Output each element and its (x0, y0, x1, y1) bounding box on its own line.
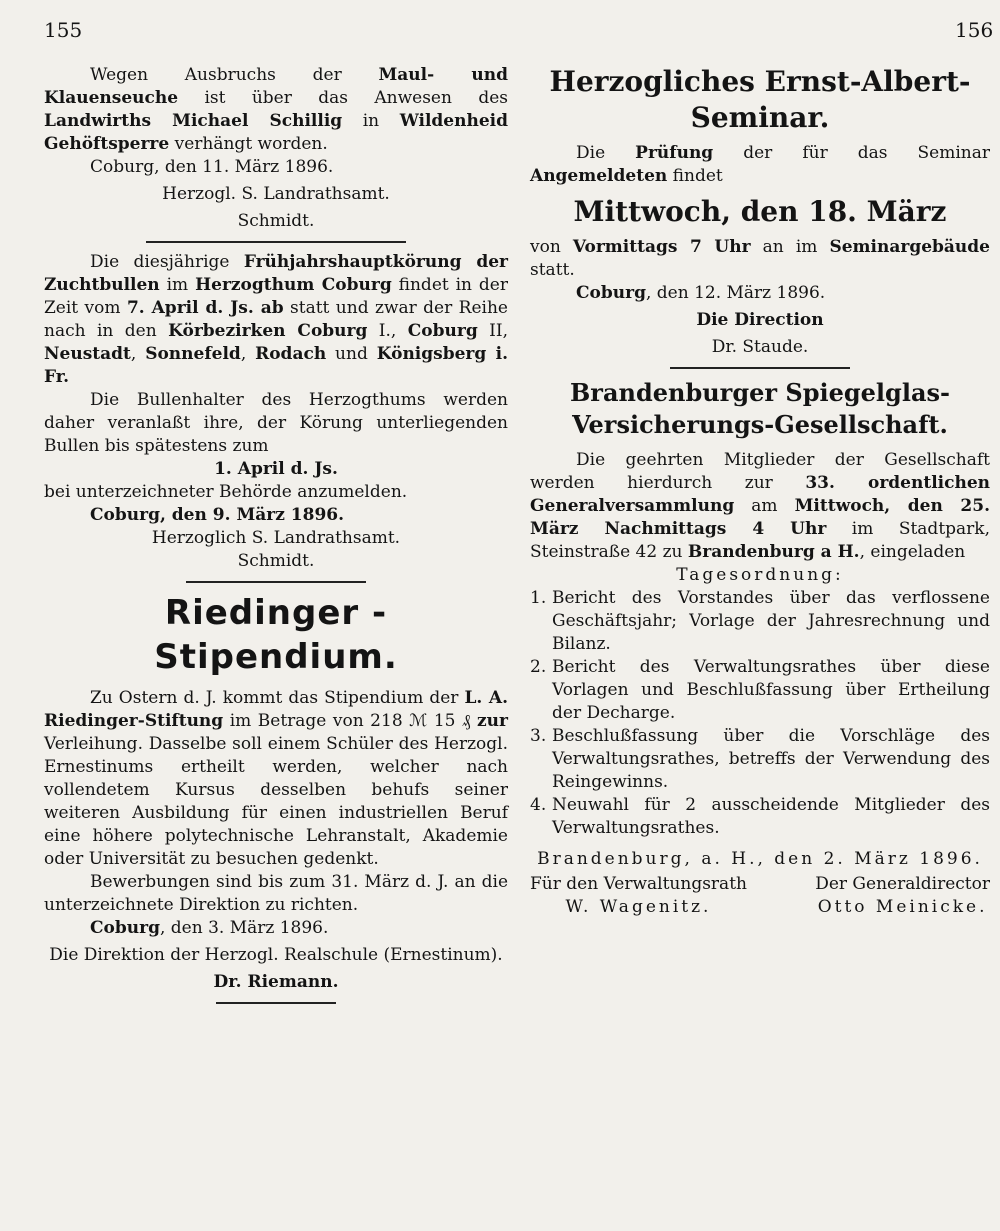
signature-text: Dr. Riemann. (213, 972, 339, 992)
notice-title: Herzogliches Ernst-Albert-Seminar. (549, 65, 971, 134)
notice-seminar (530, 64, 990, 359)
notice-date (44, 917, 508, 940)
emph-text: Angemeldeten (530, 166, 668, 186)
emph-text: L. A. Riedinger-Stiftung (44, 688, 508, 731)
emph-text: Herzogthum Coburg (195, 275, 392, 295)
emph-text: Sonnefeld (145, 344, 241, 364)
agenda-title: Tagesordnung: (676, 565, 844, 585)
date-rest: , den 3. März 1896. (159, 918, 329, 938)
notice-time (530, 236, 990, 282)
emph-text: 33. ordentlichen Generalversammlung (530, 473, 991, 516)
deadline-text: 1. April d. Js. (214, 459, 338, 479)
notice-body-3: bei unterzeichneter Behörde anzumelden. (44, 482, 408, 502)
notice-signature (44, 971, 508, 994)
agenda-item (530, 794, 990, 840)
text: , eingeladen (859, 542, 966, 562)
agenda-text: Neuwahl für 2 ausscheidende Mitglieder des Verwaltungsrathes. (552, 795, 990, 838)
notice-authority (530, 309, 990, 332)
notice-fruehjahrskoerung (44, 251, 508, 573)
divider (146, 241, 406, 243)
text: Die geehrten Mitglieder der Gesellschaft werden hierdurch zur (530, 450, 990, 493)
signature-left (530, 873, 747, 919)
signatures (530, 873, 990, 919)
divider (670, 367, 850, 369)
agenda-item (530, 587, 990, 656)
notice-authority: Die Direktion der Herzogl. Realschule (Ernestinum). (49, 945, 503, 965)
text: statt. (530, 260, 575, 280)
emph-text: Königsberg i. Fr. (44, 344, 509, 387)
left-column (44, 64, 508, 1012)
agenda-num: 1. (530, 588, 547, 608)
emph-text: 7. April d. Js. ab (126, 298, 284, 318)
notice-signature: Schmidt. (237, 211, 315, 231)
text: verhängt worden. (169, 134, 328, 154)
notice-body (44, 687, 508, 871)
emph-text: Maul- und Klauenseuche (44, 65, 509, 108)
text: der für das Seminar (713, 143, 990, 163)
authority-text: Die Direction (696, 310, 824, 330)
page-number-left: 155 (44, 18, 83, 42)
bleed-through-area (540, 930, 980, 1230)
emph-text: Körbezirken Coburg (168, 321, 368, 341)
notice-maul-klauenseuche (44, 64, 508, 233)
signature-right (815, 873, 990, 919)
divider (186, 581, 366, 583)
emph-text: Coburg (407, 321, 478, 341)
text: ist über das Anwesen des (178, 88, 508, 108)
notice-title-line2: Versicherungs-Gesellschaft. (572, 410, 948, 439)
text: Verleihung. Dasselbe soll einem Schüler des Herzogl. Ernestinums ertheilt werden, welcher nach vollendetem Kursus desselben behufs seiner weiteren Ausbildung für einen industriellen Beruf eine höhere polytechnische Lehranstalt, Akademie oder Universität zu besuchen gedenkt. (44, 734, 508, 869)
deadline (44, 458, 508, 481)
text: II, (477, 321, 508, 341)
exam-date-heading: Mittwoch, den 18. März (573, 195, 947, 228)
emph-text: Vormittags 7 Uhr (572, 237, 751, 257)
emph-text: Seminargebäude (829, 237, 990, 257)
date-place: Coburg (576, 283, 646, 303)
emph-text: zur (477, 711, 508, 731)
right-column (530, 64, 990, 919)
agenda-text: Beschlußfassung über die Vorschläge des Verwaltungsrathes, betreffs der Verwendung des Reingewinns. (552, 726, 990, 792)
notice-authority: Herzogl. S. Landrathsamt. (162, 184, 390, 204)
agenda-list (530, 587, 990, 840)
text: im Stadtpark, Steinstraße 42 zu (530, 519, 990, 562)
notice-spiegelglas-versicherung (530, 377, 990, 919)
notice-date (530, 282, 990, 305)
date-place: Coburg (90, 918, 160, 938)
text: , (130, 344, 146, 364)
date-text: Coburg, den 9. März 1896. (90, 505, 345, 525)
notice-body-2: Bewerbungen sind bis zum 31. März d. J. an die unterzeichnete Direktion zu richten. (44, 872, 508, 915)
notice-body (44, 251, 508, 389)
text: in (342, 111, 400, 131)
text: Wegen Ausbruchs der (90, 65, 379, 85)
emph-text: Brandenburg a H. (687, 542, 860, 562)
emph-text: Mittwoch, den 25. März Nachmittags 4 Uhr (530, 496, 990, 539)
notice-signature: Dr. Staude. (711, 337, 809, 357)
agenda-text: Bericht des Vorstandes über das verflossene Geschäftsjahr; Vorlage der Jahresrechnung und Bilanz. (552, 588, 990, 654)
agenda-item (530, 656, 990, 725)
agenda-text: Bericht des Verwaltungsrathes über diese Vorlagen und Beschlußfassung über Ertheilung der Decharge. (552, 657, 990, 723)
bleed-through-shade (540, 930, 980, 1230)
text: Die diesjährige (90, 252, 244, 272)
signature-label: Der Generaldirector (815, 874, 990, 894)
text: von (530, 237, 573, 257)
text: findet in der Zeit vom (44, 275, 508, 318)
agenda-num: 4. (530, 795, 547, 815)
notice-riedinger-stipendium (44, 591, 508, 994)
notice-signature: Schmidt. (237, 551, 315, 571)
text: an im (750, 237, 830, 257)
text: I., (367, 321, 408, 341)
text: im (159, 275, 196, 295)
emph-text: Rodach (255, 344, 327, 364)
notice-authority: Herzoglich S. Landrathsamt. (151, 528, 401, 548)
divider (216, 1002, 336, 1004)
notice-body (44, 64, 508, 156)
notice-title-line1: Brandenburger Spiegelglas- (570, 378, 950, 407)
text: Die (576, 143, 636, 163)
text: statt und zwar der Reihe nach in den (44, 298, 508, 341)
date-rest: , den 12. März 1896. (645, 283, 826, 303)
signature-name: W. Wagenitz. (565, 897, 712, 917)
text: findet (667, 166, 723, 186)
emph-text: Neustadt (44, 344, 131, 364)
notice-date: Brandenburg, a. H., den 2. März 1896. (537, 849, 983, 869)
agenda-num: 3. (530, 726, 547, 746)
emph-text: Landwirths Michael Schillig (44, 111, 343, 131)
text: und (326, 344, 377, 364)
emph-text: Frühjahrshauptkörung der Zuchtbullen (44, 252, 508, 295)
agenda-item (530, 725, 990, 794)
signature-label: Für den Verwaltungsrath (530, 874, 747, 894)
text: Zu Ostern d. J. kommt das Stipendium der (90, 688, 465, 708)
emph-text: Prüfung (635, 143, 714, 163)
text: , (240, 344, 256, 364)
notice-body (530, 449, 990, 564)
notice-date (44, 504, 508, 527)
text: am (734, 496, 795, 516)
page-number-right: 156 (955, 18, 994, 42)
notice-date: Coburg, den 11. März 1896. (90, 157, 334, 177)
notice-title: Riedinger - Stipendium. (154, 593, 398, 677)
notice-body-2: Die Bullenhalter des Herzogthums werden daher veranlaßt ihre, der Körung unterliegenden Bullen bis spätestens zum (44, 390, 508, 456)
signature-name: Otto Meinicke. (817, 897, 988, 917)
emph-text: Wildenheid Gehöftsperre (44, 111, 508, 154)
text: im Betrage von 218 ℳ 15 ₰ (223, 711, 478, 731)
notice-body (530, 142, 990, 188)
agenda-num: 2. (530, 657, 547, 677)
